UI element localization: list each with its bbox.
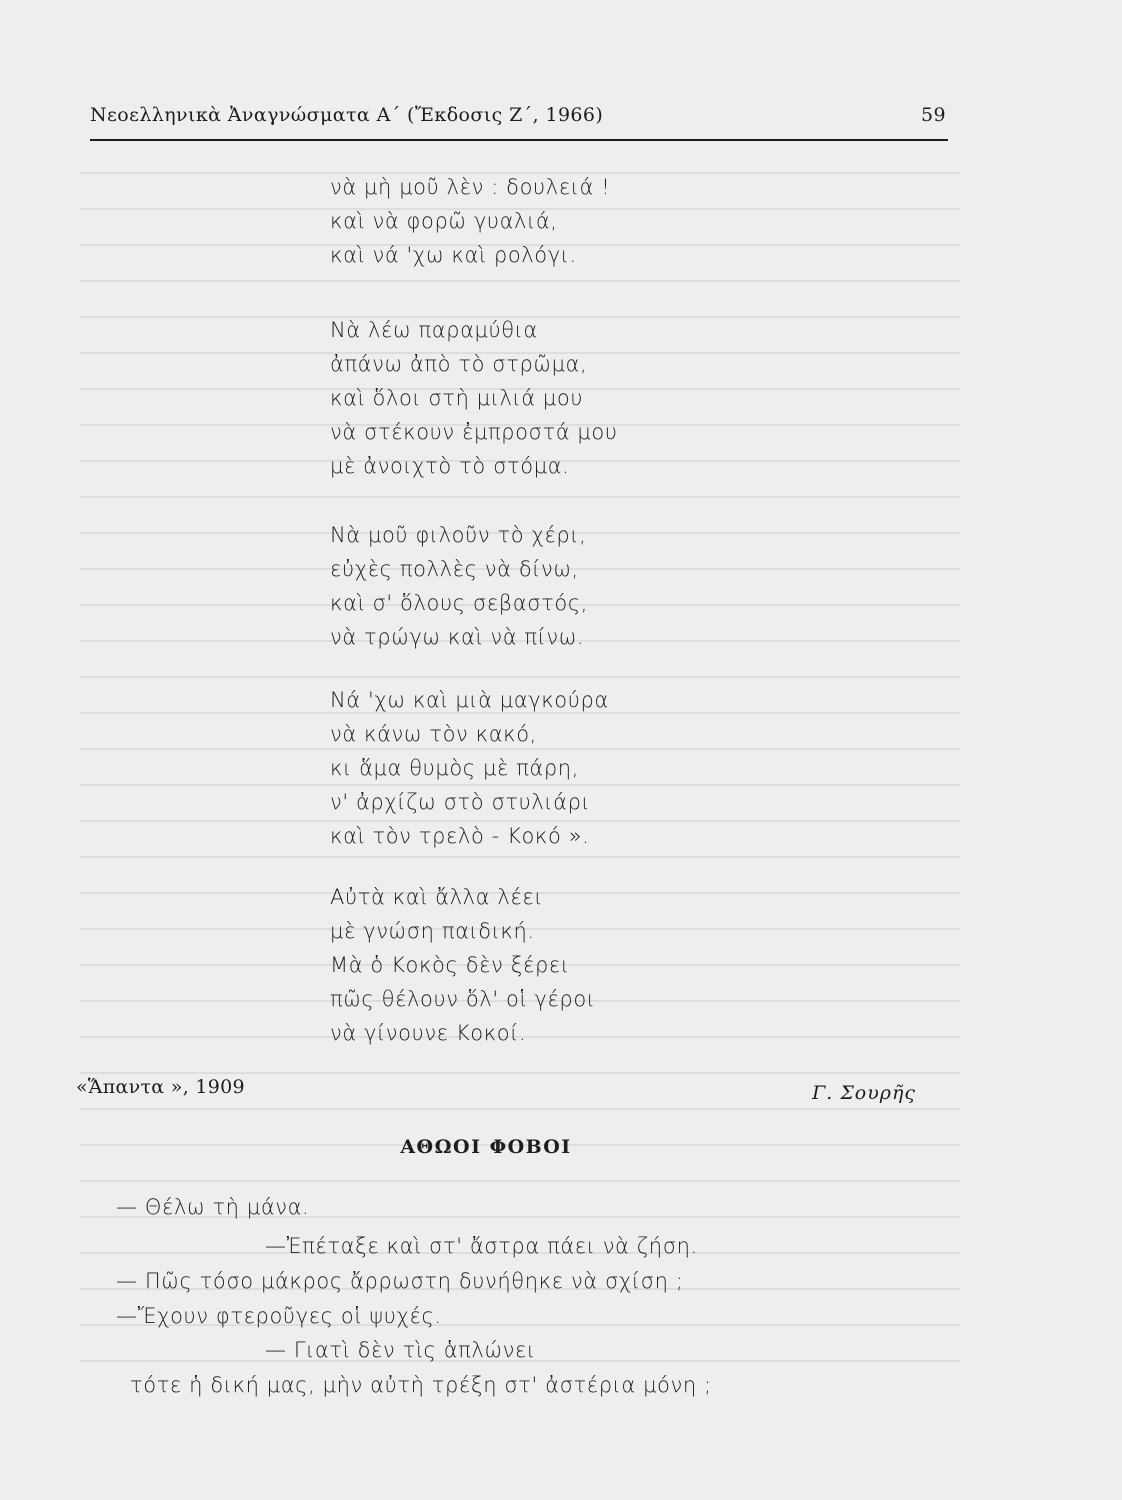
author-signature: Γ. Σουρῆς — [812, 1082, 916, 1104]
verse-line: νὰ τρώγω καὶ νὰ πίνω. — [330, 625, 585, 649]
verse-line: Αὐτὰ καὶ ἄλλα λέει — [330, 885, 544, 909]
verse-line: καὶ ὅλοι στὴ μιλιά μου — [330, 386, 584, 410]
poem-title: ΑΘΩΟΙ ΦΟΒΟΙ — [400, 1136, 572, 1158]
dialogue-line: —Ἐπέταξε καὶ στ' ἄστρα πάει νὰ ζήση. — [265, 1234, 698, 1258]
page-number: 59 — [921, 104, 946, 126]
dialogue-line: τότε ἡ δική μας, μὴν αὐτὴ τρέξη στ' ἀστέρια μόνη ; — [130, 1373, 712, 1397]
verse-line: ἀπάνω ἀπὸ τὸ στρῶμα, — [330, 352, 588, 376]
verse-line: νὰ κάνω τὸν κακό, — [330, 722, 537, 746]
dialogue-line: —Ἔχουν φτεροῦγες οἱ ψυχές. — [116, 1304, 442, 1328]
verse-line: καὶ σ' ὅλους σεβαστός, — [330, 591, 589, 615]
verse-line: καὶ τὸν τρελὸ - Κοκό ». — [330, 824, 590, 848]
verse-line: μὲ ἀνοιχτὸ τὸ στόμα. — [330, 454, 570, 478]
running-title: Νεοελληνικὰ Ἀναγνώσματα Α΄ (Ἔκδοσις Ζ΄, 1966) — [90, 104, 604, 126]
verse-line: νὰ γίνουνε Κοκοί. — [330, 1021, 527, 1045]
verse-line: νὰ μὴ μοῦ λὲν : δουλειά ! — [330, 175, 611, 199]
verse-line: μὲ γνώση παιδική. — [330, 919, 535, 943]
verse-line: καὶ νὰ φορῶ γυαλιά, — [330, 209, 558, 233]
verse-line: πῶς θέλουν ὅλ' οἱ γέροι — [330, 987, 596, 1011]
verse-line: Νὰ μοῦ φιλοῦν τὸ χέρι, — [330, 523, 587, 547]
source-citation: «Ἅπαντα », 1909 — [76, 1076, 245, 1098]
verse-line: Νὰ λέω παραμύθια — [330, 318, 538, 342]
verse-line: ν' ἀρχίζω στὸ στυλιάρι — [330, 790, 591, 814]
verse-line: εὐχὲς πολλὲς νὰ δίνω, — [330, 557, 579, 581]
verse-line: Μὰ ὁ Κοκὸς δὲν ξέρει — [330, 953, 570, 977]
dialogue-line: — Πῶς τόσο μάκρος ἄρρωστη δυνήθηκε νὰ σχίση ; — [116, 1269, 684, 1293]
verse-line: Νά 'χω καὶ μιὰ μαγκούρα — [330, 688, 609, 712]
verse-line: νὰ στέκουν ἐμπροστά μου — [330, 420, 618, 444]
dialogue-line: — Γιατὶ δὲν τὶς ἁπλώνει — [265, 1338, 536, 1362]
dialogue-line: — Θέλω τὴ μάνα. — [116, 1195, 310, 1219]
verse-line: καὶ νά 'χω καὶ ρολόγι. — [330, 243, 577, 267]
verse-line: κι ἅμα θυμὸς μὲ πάρη, — [330, 756, 579, 780]
